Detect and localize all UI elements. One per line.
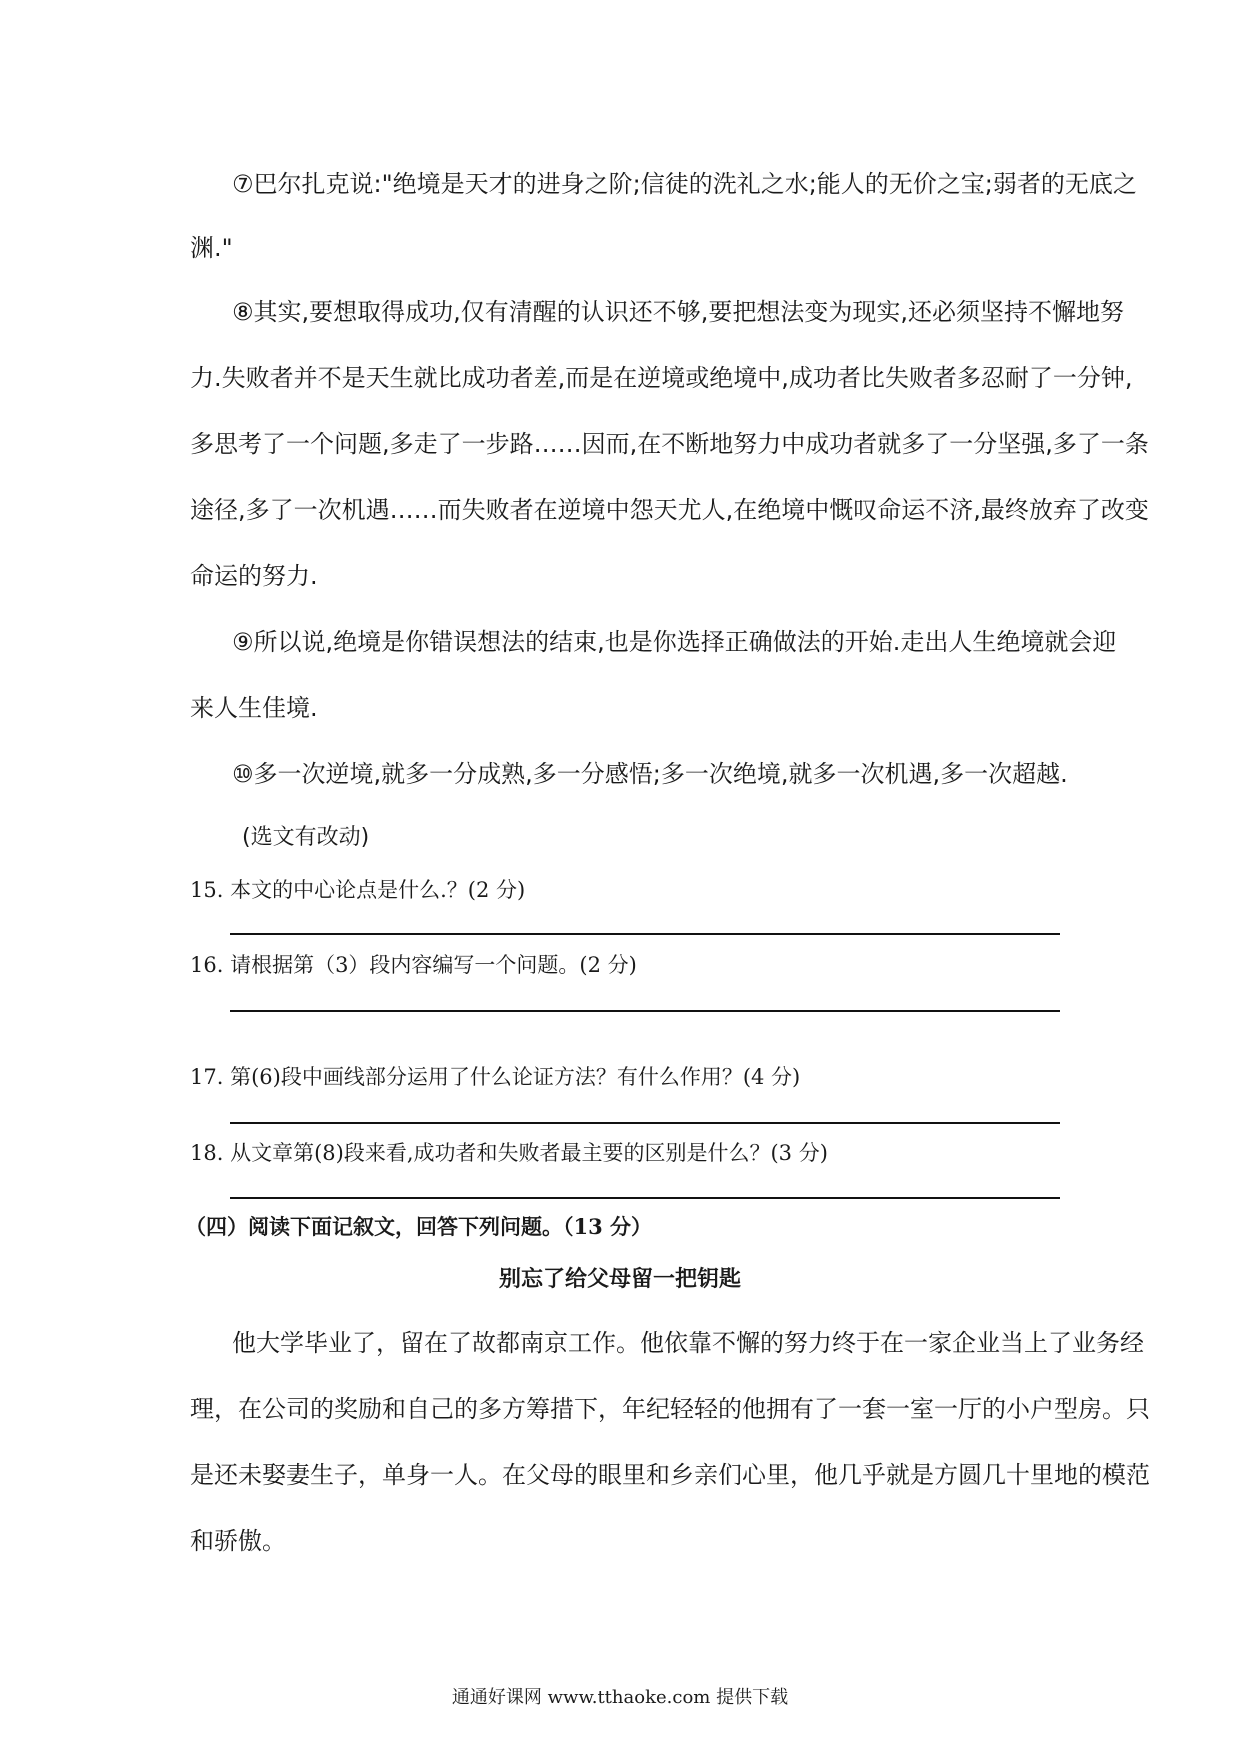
answer-line-17[interactable] — [230, 1122, 1060, 1124]
story-title: 别忘了给父母留一把钥匙 — [498, 1267, 741, 1292]
question-17: 17. 第(6)段中画线部分运用了什么论证方法？有什么作用？(4 分) — [190, 1065, 801, 1089]
answer-line-15[interactable] — [230, 933, 1060, 935]
story-line-4: 和骄傲。 — [190, 1527, 286, 1555]
story-line-1: 他大学毕业了，留在了故都南京工作。他依靠不懈的努力终于在一家企业当上了业务经 — [232, 1329, 1144, 1357]
section-4-heading: （四）阅读下面记叙文，回答下列问题。（13 分） — [185, 1214, 653, 1239]
paragraph-8-line-4: 途径,多了一次机遇……而失败者在逆境中怨天尤人,在绝境中慨叹命运不济,最终放弃了改变 — [190, 496, 1149, 524]
paragraph-9-line-2: 来人生佳境. — [190, 694, 318, 722]
question-18: 18. 从文章第(8)段来看,成功者和失败者最主要的区别是什么？(3 分) — [190, 1141, 828, 1165]
story-line-3: 是还未娶妻生子，单身一人。在父母的眼里和乡亲们心里，他几乎就是方圆几十里地的模范 — [190, 1461, 1150, 1489]
question-16: 16. 请根据第（3）段内容编写一个问题。(2 分) — [190, 953, 637, 977]
page-footer: 通通好课网 www.tthaoke.com 提供下载 — [451, 1687, 789, 1708]
paragraph-8-line-5: 命运的努力. — [190, 562, 318, 590]
paragraph-7-line-1: ⑦巴尔扎克说:"绝境是天才的进身之阶;信徒的洗礼之水;能人的无价之宝;弱者的无底之 — [232, 170, 1137, 198]
answer-line-16[interactable] — [230, 1010, 1060, 1012]
source-note: (选文有改动) — [242, 825, 370, 850]
paragraph-7-line-2: 渊." — [190, 234, 233, 262]
answer-line-18[interactable] — [230, 1197, 1060, 1199]
question-15: 15. 本文的中心论点是什么.？(2 分) — [190, 878, 526, 902]
story-line-2: 理，在公司的奖励和自己的多方筹措下，年纪轻轻的他拥有了一套一室一厅的小户型房。只 — [190, 1395, 1150, 1423]
paragraph-10-line-1: ⑩多一次逆境,就多一分成熟,多一分感悟;多一次绝境,就多一次机遇,多一次超越. — [232, 760, 1068, 788]
paragraph-8-line-1: ⑧其实,要想取得成功,仅有清醒的认识还不够,要把想法变为现实,还必须坚持不懈地努 — [232, 298, 1125, 326]
paragraph-8-line-3: 多思考了一个问题,多走了一步路……因而,在不断地努力中成功者就多了一分坚强,多了一条 — [190, 430, 1149, 458]
paragraph-8-line-2: 力.失败者并不是天生就比成功者差,而是在逆境或绝境中,成功者比失败者多忍耐了一分钟, — [190, 364, 1133, 392]
paragraph-9-line-1: ⑨所以说,绝境是你错误想法的结束,也是你选择正确做法的开始.走出人生绝境就会迎 — [232, 628, 1117, 656]
